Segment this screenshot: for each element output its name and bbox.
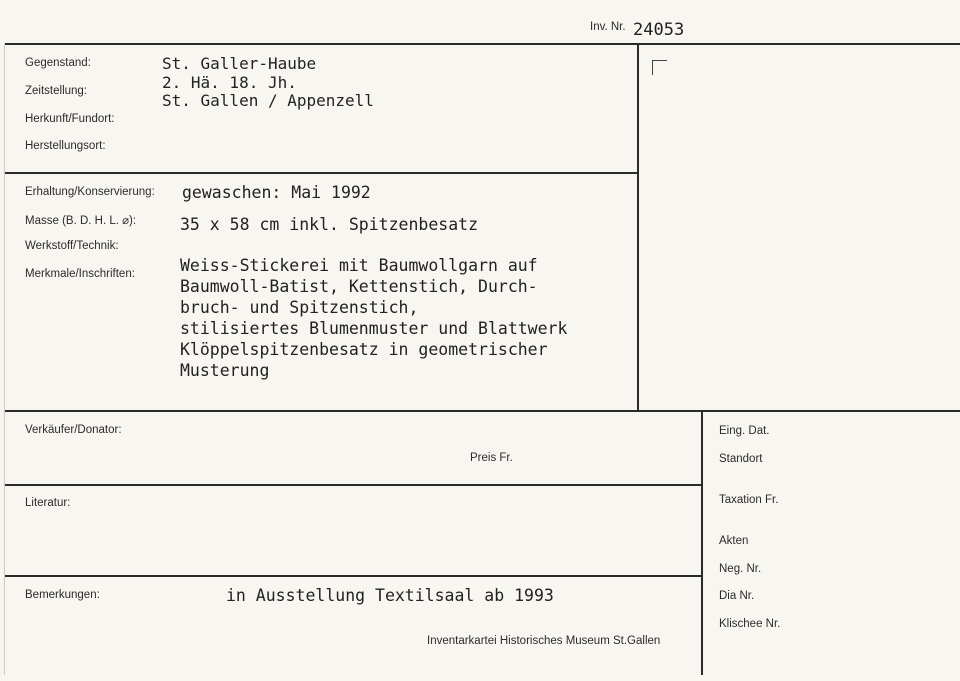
gegenstand-label: Gegenstand: — [25, 57, 91, 69]
dia-nr-label: Dia Nr. — [719, 590, 755, 602]
merkmale-line: Baumwoll-Batist, Kettenstich, Durch- — [180, 277, 538, 296]
merkmale-line: bruch- und Spitzenstich, — [180, 298, 419, 317]
card-footer: Inventarkartei Historisches Museum St.Gallen — [427, 635, 661, 647]
lower-vertical-divider — [701, 410, 703, 675]
herkunft-label: Herkunft/Fundort: — [25, 113, 115, 125]
merkmale-value — [180, 255, 567, 381]
literatur-bottom-rule — [4, 575, 702, 577]
verkaeufer-label: Verkäufer/Donator: — [25, 424, 122, 436]
top-rule — [4, 43, 960, 45]
taxation-label: Taxation Fr. — [719, 494, 779, 506]
literatur-label: Literatur: — [25, 497, 71, 509]
verkaeufer-bottom-rule — [4, 484, 702, 486]
herstellungsort-label: Herstellungsort: — [25, 140, 106, 152]
zeitstellung-value: 2. Hä. 18. Jh. — [162, 73, 297, 92]
standort-label: Standort — [719, 453, 763, 465]
erhaltung-value: gewaschen: Mai 1992 — [182, 183, 371, 202]
akten-label: Akten — [719, 535, 749, 547]
corner-mark — [652, 60, 667, 75]
zeitstellung-label: Zeitstellung: — [25, 85, 88, 97]
section1-bottom-rule — [4, 172, 638, 174]
upper-vertical-divider — [637, 43, 639, 411]
bemerkungen-value: in Ausstellung Textilsaal ab 1993 — [226, 586, 554, 605]
masse-label: Masse (B. D. H. L. ⌀): — [25, 215, 137, 227]
klischee-nr-label: Klischee Nr. — [719, 618, 781, 630]
inventory-number: 24053 — [633, 20, 685, 40]
merkmale-label: Merkmale/Inschriften: — [25, 268, 135, 280]
masse-value: 35 x 58 cm inkl. Spitzenbesatz — [180, 215, 479, 234]
gegenstand-value: St. Galler-Haube — [162, 54, 317, 73]
merkmale-line: Klöppelspitzenbesatz in geometrischer — [180, 340, 548, 359]
erhaltung-label: Erhaltung/Konservierung: — [25, 186, 155, 198]
neg-nr-label: Neg. Nr. — [719, 563, 762, 575]
preis-label: Preis Fr. — [470, 452, 513, 464]
herkunft-value: St. Gallen / Appenzell — [162, 91, 374, 110]
inventory-number-label: Inv. Nr. — [590, 21, 626, 33]
merkmale-line: stilisiertes Blumenmuster und Blattwerk — [180, 319, 568, 338]
middle-rule — [4, 410, 960, 412]
bemerkungen-label: Bemerkungen: — [25, 589, 100, 601]
left-border — [4, 43, 5, 675]
werkstoff-label: Werkstoff/Technik: — [25, 240, 119, 252]
merkmale-line: Weiss-Stickerei mit Baumwollgarn auf — [180, 256, 538, 275]
merkmale-line: Musterung — [180, 361, 270, 380]
eing-dat-label: Eing. Dat. — [719, 425, 770, 437]
